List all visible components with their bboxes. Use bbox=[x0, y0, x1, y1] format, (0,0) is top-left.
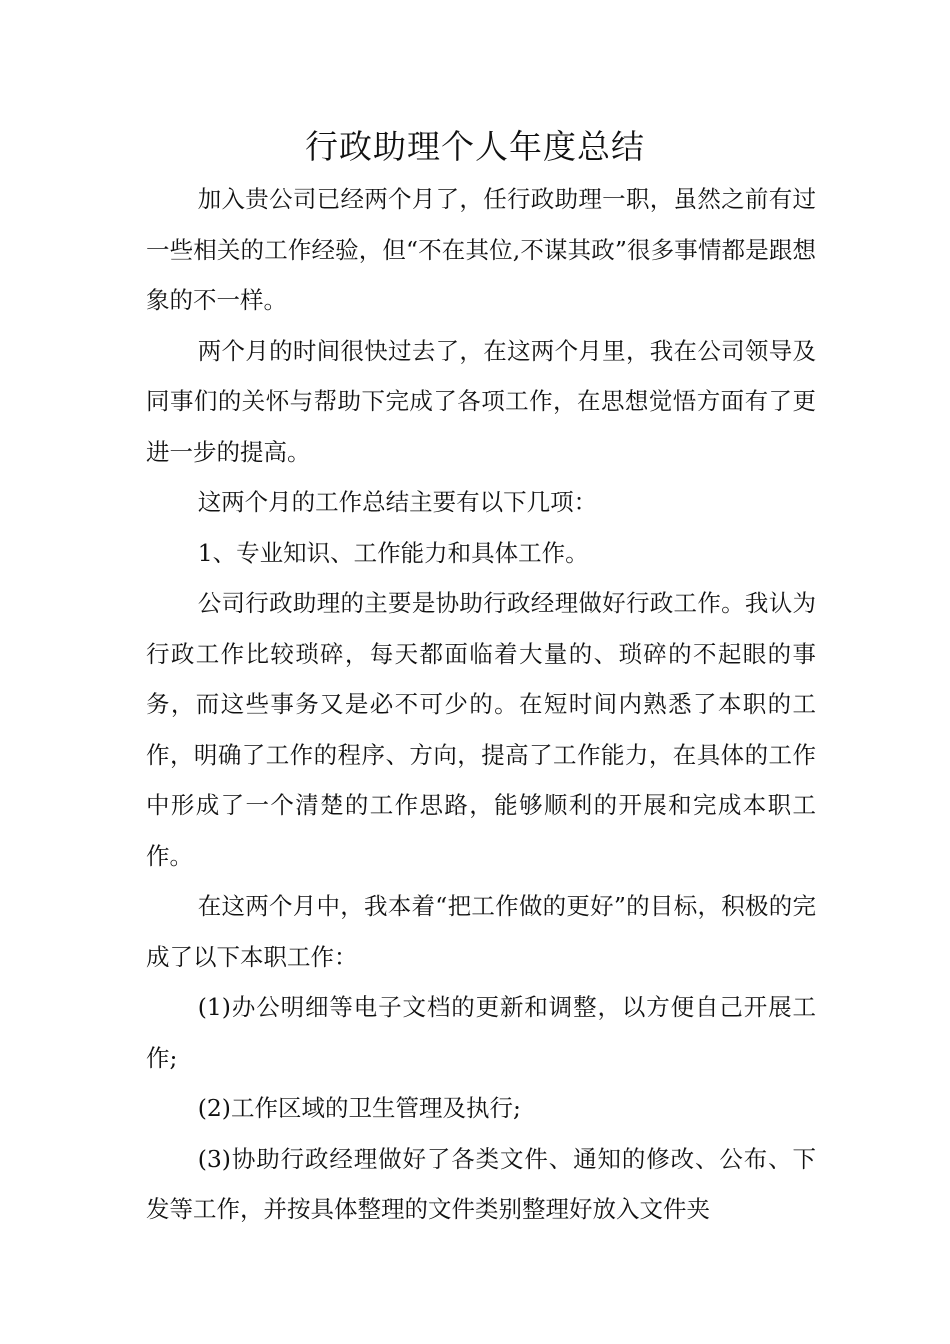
list-item-1: (1)办公明细等电子文档的更新和调整，以方便自己开展工作; bbox=[146, 993, 816, 1072]
paragraph-goal: 在这两个月中，我本着“把工作做的更好”的目标，积极的完成了以下本职工作： bbox=[146, 892, 816, 971]
section-heading-1: 1、专业知识、工作能力和具体工作。 bbox=[197, 538, 589, 567]
document-title: 行政助理个人年度总结 bbox=[305, 127, 645, 166]
paragraph-duties: 公司行政助理的主要是协助行政经理做好行政工作。我认为行政工作比较琐碎，每天都面临着大量的、琐碎的不起眼的事务，而这些事务又是必不可少的。在短时间内熟悉了本职的工作，明确了工作的程序、方向，提高了工作能力，在具体的工作中形成了一个清楚的工作思路，能够顺利的开展和完成本职工作。 bbox=[146, 589, 816, 870]
document-body bbox=[146, 174, 816, 1235]
list-item-2: (2)工作区域的卫生管理及执行; bbox=[197, 1094, 521, 1122]
paragraph-summary-lead: 这两个月的工作总结主要有以下几项： bbox=[197, 488, 598, 516]
list-item-3: (3)协助行政经理做好了各类文件、通知的修改、公布、下发等工作，并按具体整理的文件类别整理好放入文件夹 bbox=[146, 1144, 816, 1223]
paragraph-two-months: 两个月的时间很快过去了，在这两个月里，我在公司领导及同事们的关怀与帮助下完成了各项工作，在思想觉悟方面有了更进一步的提高。 bbox=[146, 336, 816, 466]
paragraph-intro: 加入贵公司已经两个月了，任行政助理一职，虽然之前有过一些相关的工作经验，但“不在其位,不谋其政”很多事情都是跟想象的不一样。 bbox=[146, 185, 816, 314]
